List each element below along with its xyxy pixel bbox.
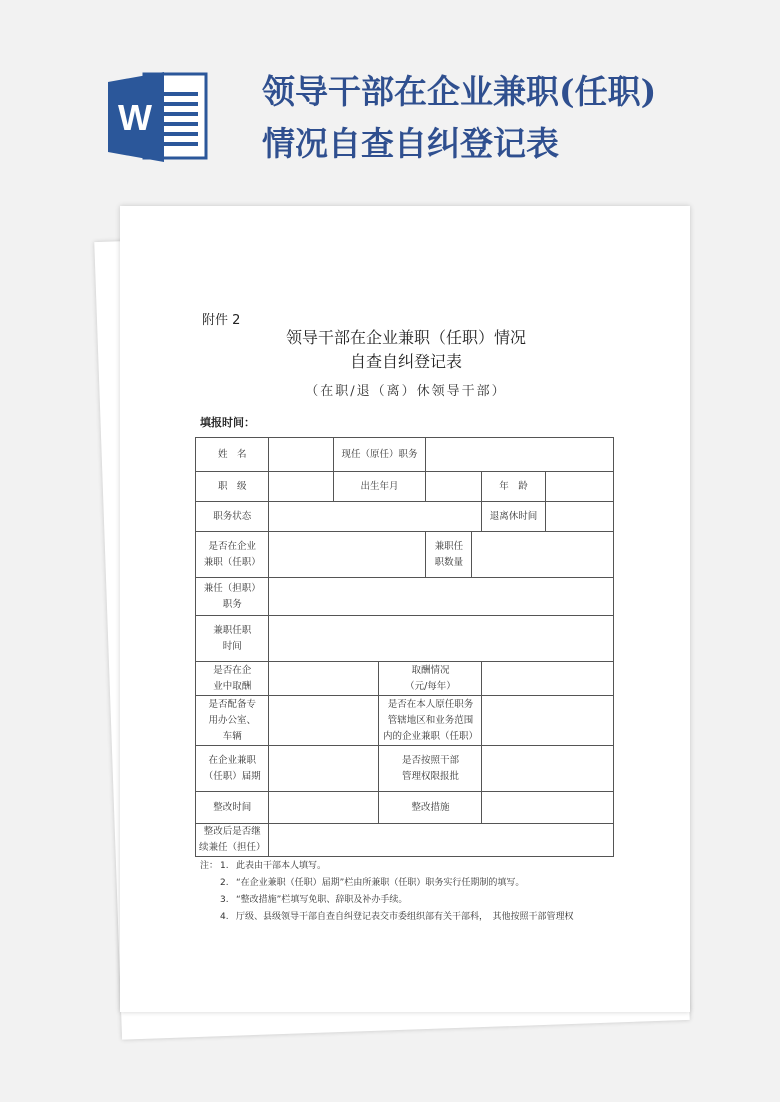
- word-icon-letter: W: [118, 97, 152, 138]
- table-row: [196, 472, 614, 502]
- table-row: [196, 824, 614, 857]
- document-subtitle: （在职/退（离）休领导干部）: [305, 384, 507, 399]
- birth-value-cell: [426, 472, 482, 502]
- rectify-measure-label: 整改措施: [379, 792, 482, 824]
- annex-label: 附件 2: [202, 313, 241, 328]
- table-row: [196, 616, 614, 662]
- rectify-time-value-cell: [269, 792, 379, 824]
- table-row: [196, 438, 614, 472]
- banner-title-line2: 情况自查自纠登记表: [262, 124, 559, 163]
- rectify-measure-value-cell: [482, 792, 614, 824]
- table-row: [196, 532, 614, 578]
- concurrent-count-value-cell: [472, 532, 614, 578]
- jurisdiction-label: 是否在本人原任职务 管辖地区和业务范围 内的企业兼职（任职）: [379, 696, 482, 746]
- concurrent-term-label: 兼职任职 时间: [196, 616, 269, 662]
- table-row: [196, 502, 614, 532]
- approval-value-cell: [482, 746, 614, 792]
- concurrent-term-value-cell: [269, 616, 614, 662]
- notes: [200, 858, 620, 926]
- age-label: 年 龄: [482, 472, 545, 502]
- table-row: [196, 578, 614, 616]
- table-row: [196, 792, 614, 824]
- table-row: [196, 696, 614, 746]
- concurrent-count-label: 兼职任 职数量: [426, 532, 472, 578]
- retire-time-label: 退离休时间: [482, 502, 545, 532]
- note-item: 注： 1. 此表由干部本人填写。: [200, 858, 620, 875]
- concurrent-post-label: 兼任（担职） 职务: [196, 578, 269, 616]
- paid-label: 是否在企 业中取酬: [196, 662, 269, 696]
- continue-label: 整改后是否继 续兼任（担任）: [196, 824, 269, 857]
- rank-label: 职 级: [196, 472, 269, 502]
- table-row: [196, 662, 614, 696]
- document-title: [200, 326, 612, 374]
- concurrent-post-value-cell: [269, 578, 614, 616]
- pay-info-value-cell: [482, 662, 614, 696]
- document-title-line2: 自查自纠登记表: [349, 352, 462, 371]
- name-value-cell: [269, 438, 333, 472]
- concurrent-label: 是否在企业 兼职（任职）: [196, 532, 269, 578]
- name-label: 姓 名: [196, 438, 269, 472]
- paid-value-cell: [269, 662, 379, 696]
- term-session-label: 在企业兼职 （任职）届期: [196, 746, 269, 792]
- concurrent-value-cell: [269, 532, 426, 578]
- current-post-label: 现任（原任）职务: [333, 438, 426, 472]
- pay-info-label: 取酬情况 （元/每年）: [379, 662, 482, 696]
- banner-title-line1: 领导干部在企业兼职(任职): [262, 72, 657, 111]
- approval-label: 是否按照干部 管理权限报批: [379, 746, 482, 792]
- note-item: 3. “整改措施”栏填写免职、辞职及补办手续。: [220, 895, 408, 905]
- registration-table: [195, 437, 614, 857]
- birth-label: 出生年月: [333, 472, 426, 502]
- rank-value-cell: [269, 472, 333, 502]
- office-car-label: 是否配备专 用办公室、 车辆: [196, 696, 269, 746]
- status-value-cell: [269, 502, 482, 532]
- fill-time-label: 填报时间：: [200, 416, 255, 429]
- age-value-cell: [545, 472, 613, 502]
- office-car-value-cell: [269, 696, 379, 746]
- status-label: 职务状态: [196, 502, 269, 532]
- notes-lead: 注：: [200, 861, 219, 871]
- continue-value-cell: [269, 824, 614, 857]
- current-post-value-cell: [426, 438, 614, 472]
- note-item: 2. “在企业兼职（任职）届期”栏由所兼职（任职）职务实行任期制的填写。: [220, 878, 525, 888]
- note-item: 4. 厅级、县级领导干部自查自纠登记表交市委组织部有关干部科， 其他按照干部管理权: [220, 912, 574, 922]
- rectify-time-label: 整改时间: [196, 792, 269, 824]
- term-session-value-cell: [269, 746, 379, 792]
- document-title-line1: 领导干部在企业兼职（任职）情况: [285, 328, 526, 347]
- retire-time-value-cell: [545, 502, 613, 532]
- jurisdiction-value-cell: [482, 696, 614, 746]
- table-row: [196, 746, 614, 792]
